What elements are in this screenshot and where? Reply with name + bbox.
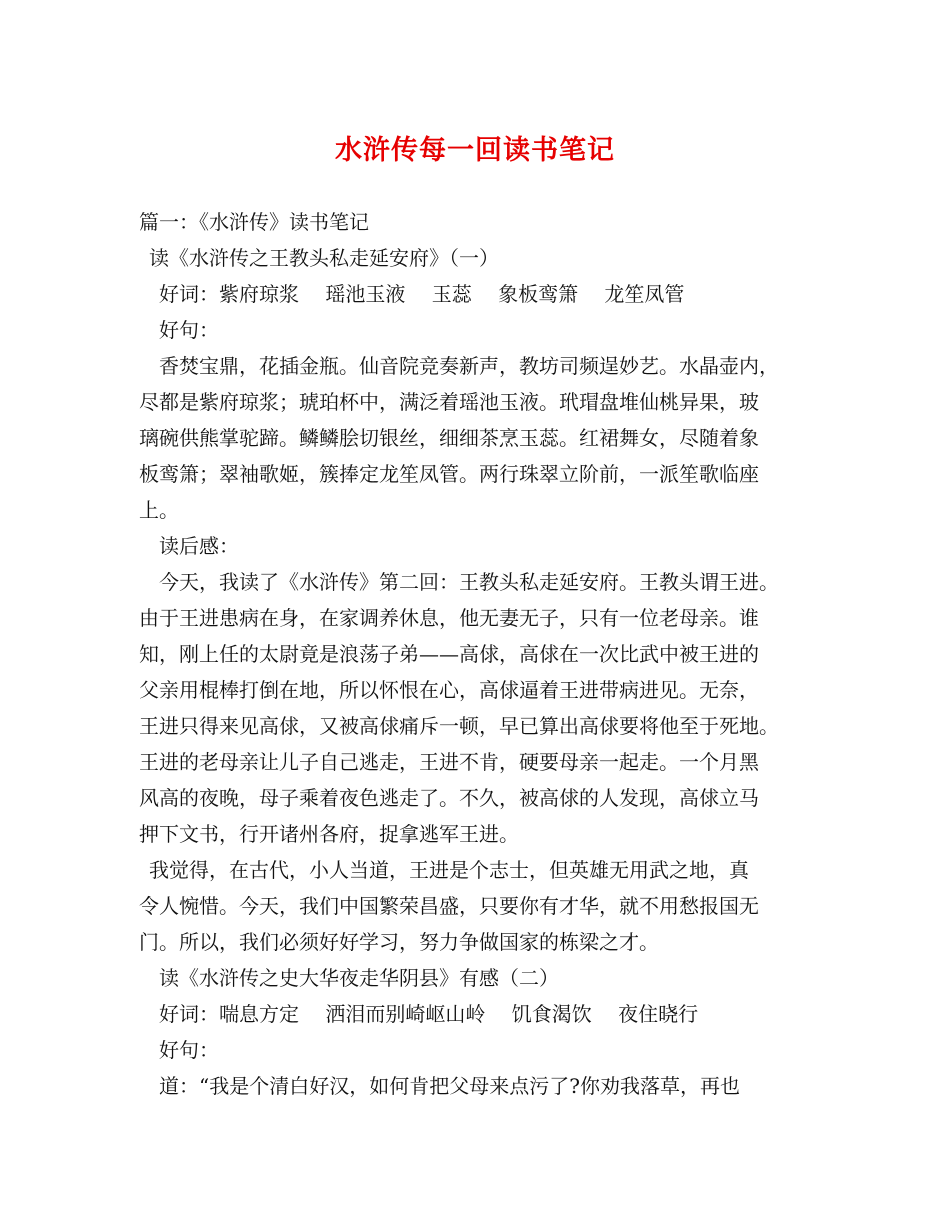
paragraph-line: 风高的夜晚，母子乘着夜色逃走了。不久，被高俅的人发现，高俅立马: [139, 786, 759, 810]
paragraph-line: 我觉得，在古代，小人当道，王进是个志士，但英雄无用武之地，真: [149, 858, 749, 882]
paragraph-line: 知，刚上任的太尉竟是浪荡子弟——高俅，高俅在一次比武中被王进的: [139, 642, 759, 666]
paragraph-line: 王进的老母亲让儿子自己逃走，王进不肯，硬要母亲一起走。一个月黑: [139, 750, 759, 774]
document-body: [139, 204, 817, 1104]
paragraph-line: 尽都是紫府琼浆；琥珀杯中，满泛着瑶池玉液。玳瑁盘堆仙桃异果，玻: [139, 390, 759, 414]
paragraph-line: 道：“我是个清白好汉，如何肯把父母来点污了?你劝我落草，再也: [159, 1074, 740, 1098]
paragraph-line: 板鸾箫；翠袖歌姬，簇捧定龙笙凤管。两行珠翠立阶前，一派笙歌临座: [139, 462, 759, 486]
paragraph-line: 璃碗供熊掌驼蹄。鳞鳞脍切银丝，细细茶烹玉蕊。红裙舞女，尽随着象: [139, 426, 759, 450]
paragraph-line: 王进只得来见高俅，又被高俅痛斥一顿，早已算出高俅要将他至于死地。: [139, 714, 779, 738]
chapter-heading: 读《水浒传之王教头私走延安府》（一）: [149, 246, 499, 270]
paragraph-line: 由于王进患病在身，在家调养休息，他无妻无子，只有一位老母亲。谁: [139, 606, 759, 630]
paragraph-line: 令人惋惜。今天，我们中国繁荣昌盛，只要你有才华，就不用愁报国无: [139, 894, 759, 918]
good-sentences-label: 好句：: [159, 1038, 219, 1062]
reflection-label: 读后感：: [159, 534, 239, 558]
paragraph-line: 上。: [139, 498, 179, 522]
paragraph-line: 押下文书，行开诸州各府，捉拿逃军王进。: [139, 822, 519, 846]
paragraph-line: 香焚宝鼎，花插金瓶。仙音院竞奏新声，教坊司频逞妙艺。水晶壶内，: [159, 354, 779, 378]
chapter-heading: 读《水浒传之史大华夜走华阴县》有感（二）: [159, 966, 559, 990]
good-words-line: 好词：紫府琼浆 瑶池玉液 玉蕊 象板鸾箫 龙笙凤管: [159, 282, 685, 306]
good-sentences-label: 好句：: [159, 318, 219, 342]
document-title: 水浒传每一回读书笔记: [335, 135, 615, 166]
good-words-line: 好词：喘息方定 洒泪而别崎岖山岭 饥食渴饮 夜住晓行: [159, 1002, 699, 1026]
section-heading: 篇一：《水浒传》读书笔记: [139, 210, 369, 234]
paragraph-line: 今天，我读了《水浒传》第二回：王教头私走延安府。王教头谓王进。: [159, 570, 779, 594]
paragraph-line: 父亲用棍棒打倒在地，所以怀恨在心，高俅逼着王进带病进见。无奈，: [139, 678, 759, 702]
paragraph-line: 门。所以，我们必须好好学习，努力争做国家的栋梁之才。: [139, 930, 659, 954]
